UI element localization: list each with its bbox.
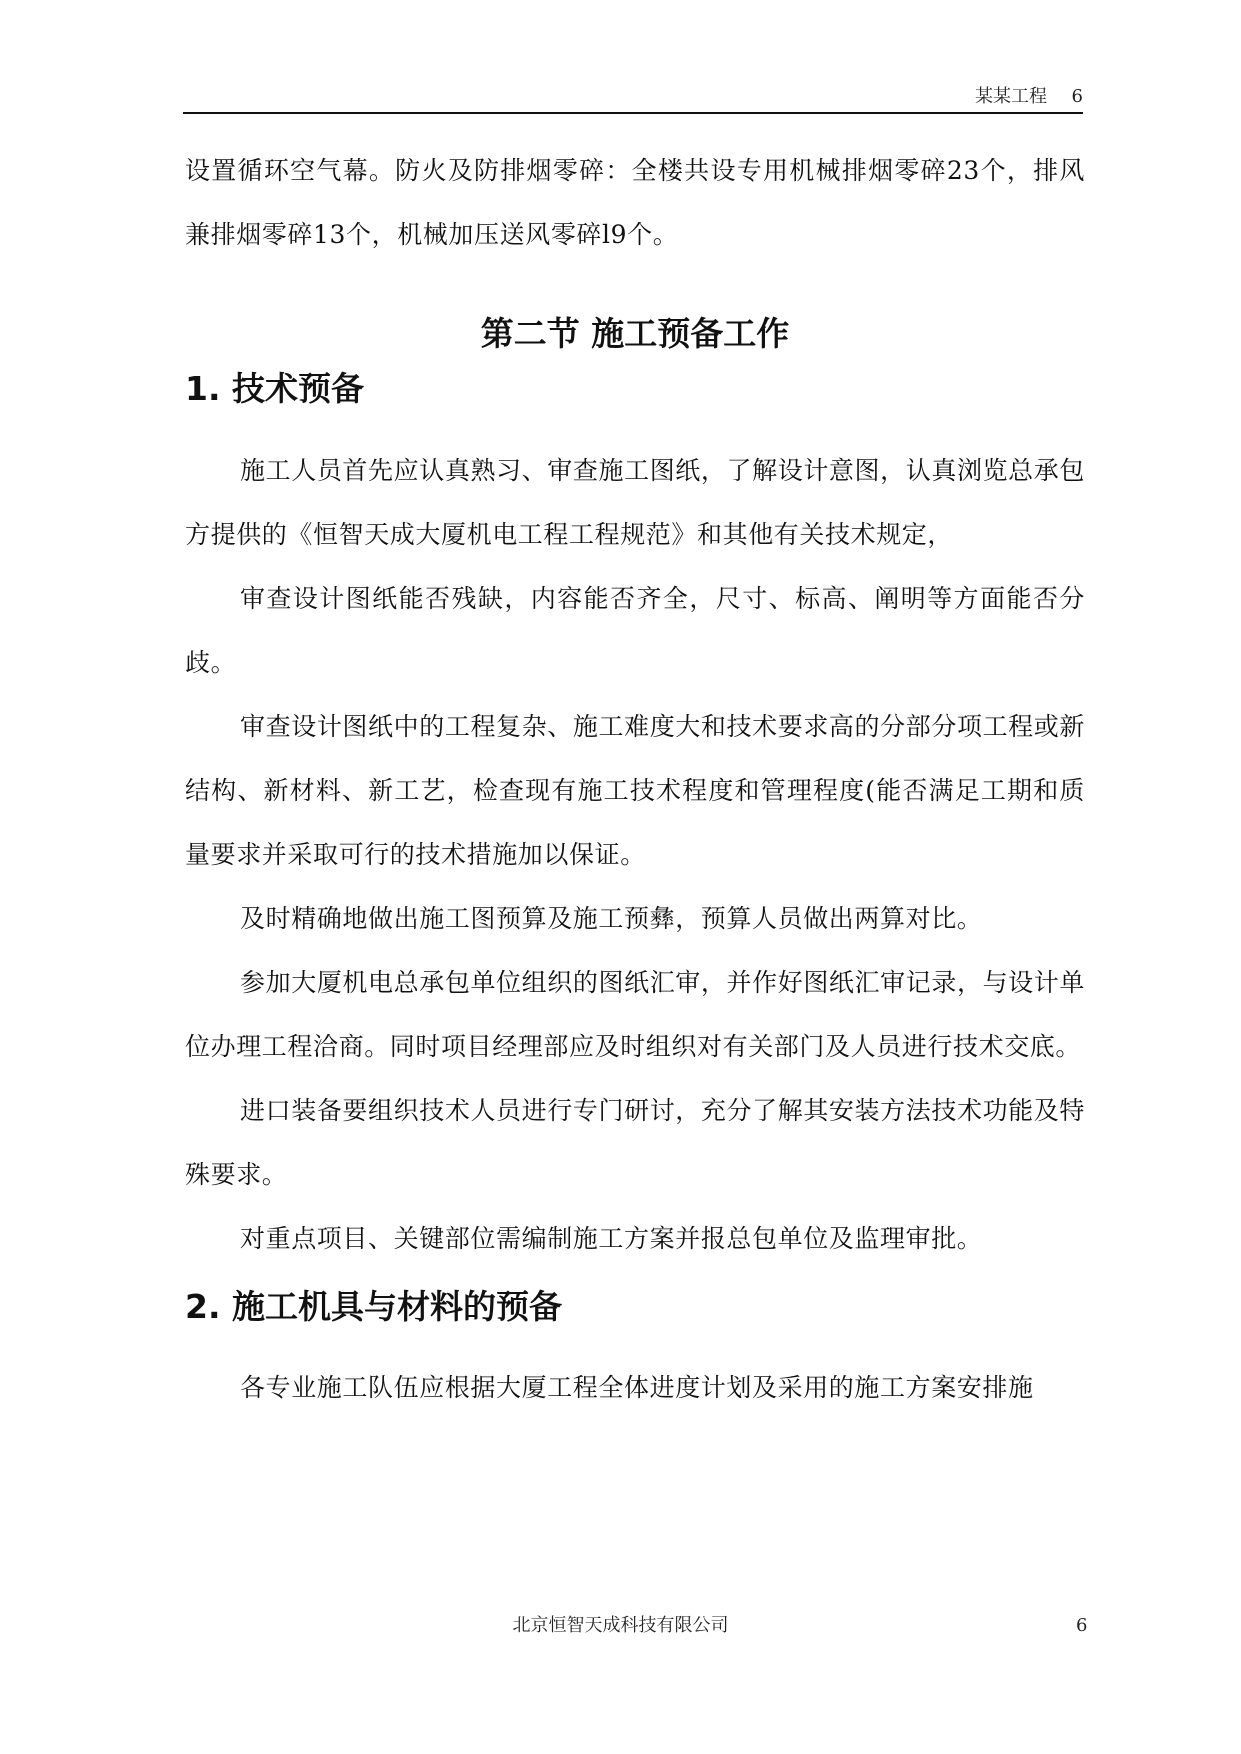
- heading-machinery-materials: 2. 施工机具与材料的预备: [185, 1287, 562, 1326]
- paragraph: 审查设计图纸能否残缺，内容能否齐全，尺寸、标高、阐明等方面能否分歧。: [185, 584, 1085, 677]
- paragraph: 对重点项目、关键部位需编制施工方案并报总包单位及监理审批。: [240, 1224, 983, 1253]
- footer-company: 北京恒智天成科技有限公司: [512, 1615, 729, 1636]
- machinery-materials-body: [185, 1356, 1085, 1420]
- footer-page-number: 6: [1076, 1615, 1088, 1636]
- technical-preparation-body: [185, 439, 1085, 1271]
- intro-text: [185, 139, 1085, 267]
- paragraph: 各专业施工队伍应根据大厦工程全体进度计划及采用的施工方案安排施: [240, 1373, 1034, 1402]
- paragraph: 进口装备要组织技术人员进行专门研讨，充分了解其安装方法技术功能及特殊要求。: [185, 1096, 1085, 1189]
- paragraph: 审查设计图纸中的工程复杂、施工难度大和技术要求高的分部分项工程或新结构、新材料、新工艺，检查现有施工技术程度和管理程度(能否满足工期和质量要求并采取可行的技术措施加以保证。: [185, 712, 1085, 869]
- intro-paragraph: 设置循环空气幕。防火及防排烟零碎：全楼共设专用机械排烟零碎23个，排风兼排烟零碎13个，机械加压送风零碎l9个。: [185, 156, 1085, 249]
- heading-technical-preparation: 1. 技术预备: [185, 369, 364, 408]
- paragraph: 及时精确地做出施工图预算及施工预彝，预算人员做出两算对比。: [240, 904, 983, 933]
- paragraph: 参加大厦机电总承包单位组织的图纸汇审，并作好图纸汇审记录，与设计单位办理工程洽商。同时项目经理部应及时组织对有关部门及人员进行技术交底。: [185, 968, 1085, 1061]
- header-title: 某某工程: [975, 86, 1047, 107]
- header-page-number: 6: [1071, 86, 1083, 107]
- paragraph: 施工人员首先应认真熟习、审查施工图纸，了解设计意图，认真浏览总承包方提供的《恒智天成大厦机电工程工程规范》和其他有关技术规定，: [185, 456, 1085, 549]
- section-title: 第二节 施工预备工作: [480, 314, 790, 353]
- page-header: [183, 86, 1083, 114]
